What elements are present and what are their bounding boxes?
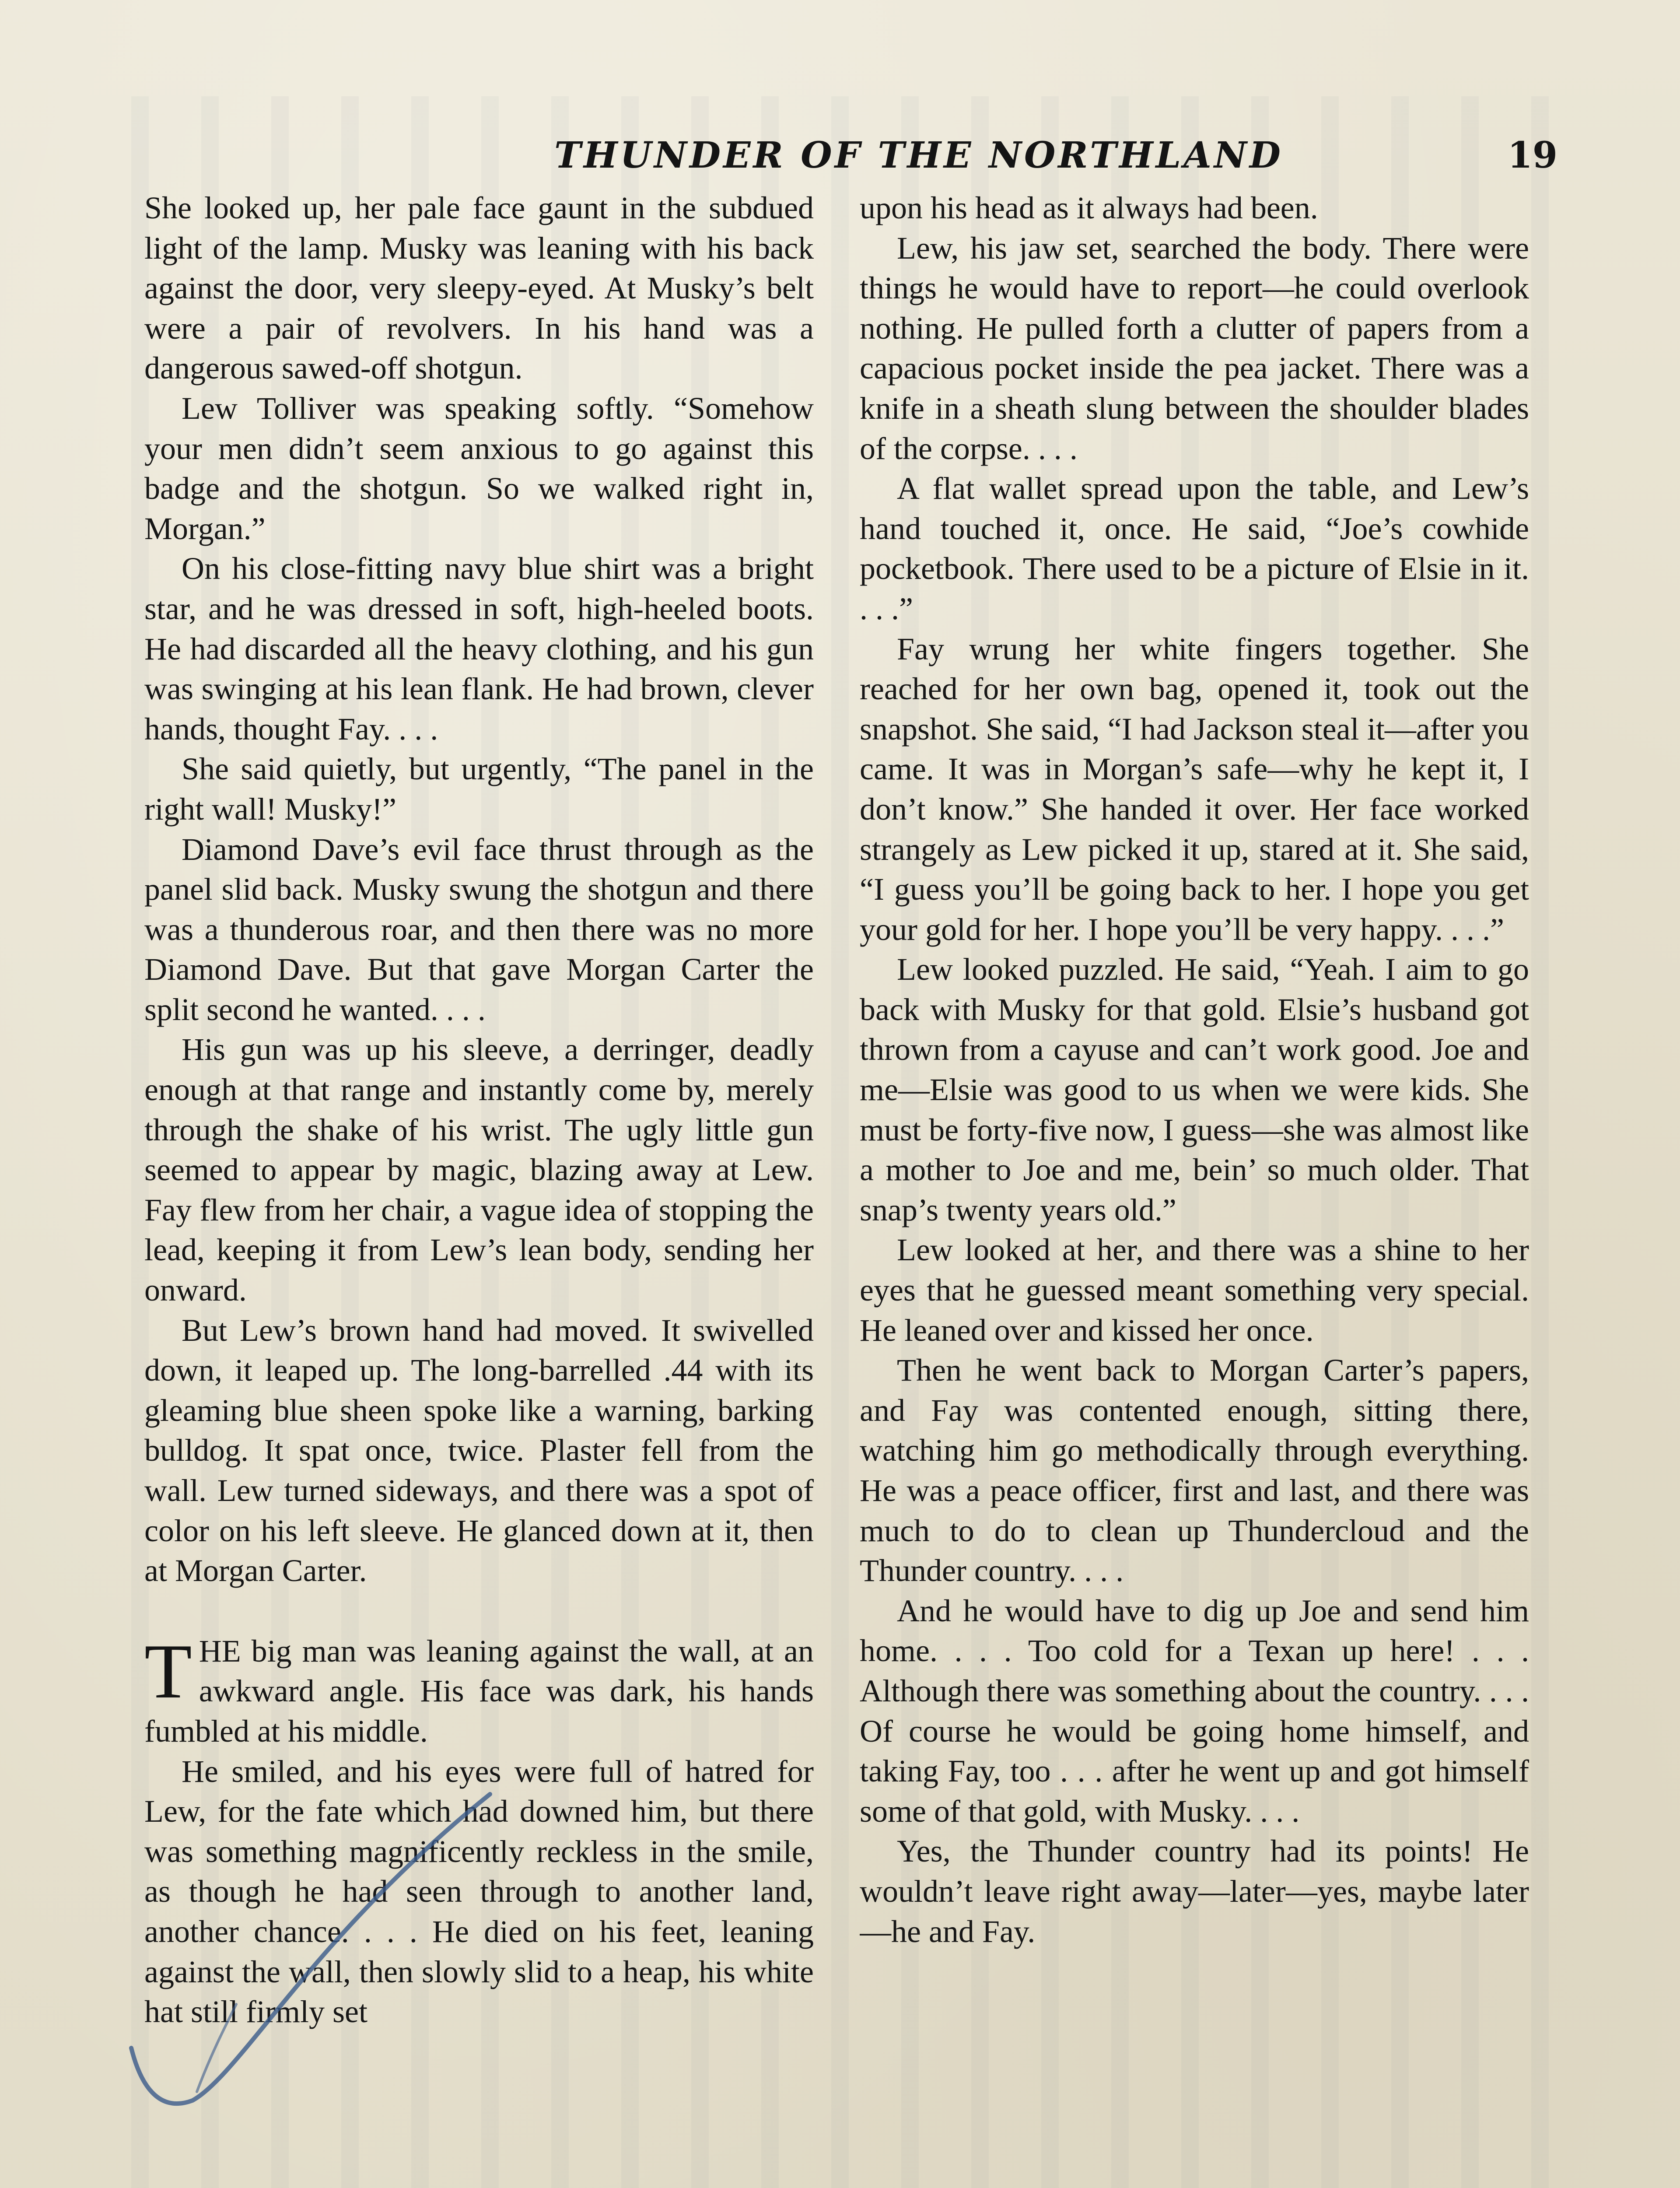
paragraph: She said quietly, but urgently, “The panel in the right wall! Musky!” <box>144 751 814 827</box>
paragraph: And he would have to dig up Joe and send him home. . . . Too cold for a Texan up here! . . . Although there was something about the country. . . . Of course he would be going home himself, and taking Fay, too . . . after he went up and got himself some of that gold, with Musky. . . . <box>860 1593 1529 1829</box>
paragraph: Yes, the Thunder country had its points! He wouldn’t leave right away—later—yes, maybe later—he and Fay. <box>860 1834 1529 1949</box>
section-opening-text: HE big man was leaning against the wall, at an awkward angle. His face was dark, his hands fumbled at his middle. <box>144 1633 814 1749</box>
paragraph: But Lew’s brown hand had moved. It swivelled down, it leaped up. The long-barrelled .44 with its gleaming blue sheen spoke like a warning, barking bulldog. It spat once, twice. Plaster fell from the wall. Lew turned sideways, and there was a spot of color on his left sleeve. He glanced down at it, then at Morgan Carter. <box>144 1312 814 1588</box>
page-number: 19 <box>1507 134 1558 176</box>
paragraph: Then he went back to Morgan Carter’s papers, and Fay was contented enough, sitting there, watching him go methodically through everything. He was a peace officer, first and last, and there was much to do to clean up Thundercloud and the Thunder country. . . . <box>860 1353 1529 1588</box>
paragraph: Fay wrung her white fingers together. She reached for her own bag, opened it, took out the snapshot. She said, “I had Jackson steal it—after you came. It was in Morgan’s safe—why he kept it, I don’t know.” She handed it over. Her face worked strangely as Lew picked it up, stared at it. She said, “I guess you’ll be going back to her. I hope you get your gold for her. I hope you’ll be very happy. . . .” <box>860 631 1529 947</box>
paragraph: Lew looked puzzled. He said, “Yeah. I aim to go back with Musky for that gold. Elsie’s husband got thrown from a cayuse and can’t work good. Joe and me—Elsie was good to us when we were kids. She must be forty-five now, I guess—she was almost like a mother to Joe and me, bein’ so much older. That snap’s twenty years old.” <box>860 952 1529 1227</box>
section-opening-paragraph <box>144 1627 814 1752</box>
right-column <box>860 188 1529 2188</box>
paragraph: On his close-fitting navy blue shirt was a bright star, and he was dressed in soft, high-heeled boots. He had discarded all the heavy clothing, and his gun was swinging at his lean flank. He had brown, clever hands, thought Fay. . . . <box>144 551 814 747</box>
paragraph-continued: upon his head as it always had been. <box>860 190 1318 225</box>
paragraph: A flat wallet spread upon the table, and Lew’s hand touched it, once. He said, “Joe’s cowhide pocketbook. There used to be a picture of Elsie in it. . . .” <box>860 471 1529 626</box>
running-title: THUNDER OF THE NORTHLAND <box>554 134 1283 176</box>
paragraph: Lew looked at her, and there was a shine to her eyes that he guessed meant something very special. He leaned over and kissed her once. <box>860 1232 1529 1348</box>
paragraph: His gun was up his sleeve, a derringer, deadly enough at that range and instantly come by, merely through the shake of his wrist. The ugly little gun seemed to appear by magic, blazing away at Lew. Fay flew from her chair, a vague idea of stopping the lead, keeping it from Lew’s lean body, sending her onward. <box>144 1032 814 1308</box>
paragraph: She looked up, her pale face gaunt in the subdued light of the lamp. Musky was leaning with his back against the door, very sleepy-eyed. At Musky’s belt were a pair of revolvers. In his hand was a dangerous sawed-off shotgun. <box>144 190 814 386</box>
paragraph: Lew, his jaw set, searched the body. There were things he would have to report—he could overlook nothing. He pulled forth a clutter of papers from a capacious pocket inside the pea jacket. There was a knife in a sheath slung between the shoulder blades of the corpse. . . . <box>860 230 1529 466</box>
paragraph: He smiled, and his eyes were full of hatred for Lew, for the fate which had downed him, but there was something magnificently reckless in the smile, as though he had seen through to another land, another chance. . . . He died on his feet, leaning against the wall, then slowly slid to a heap, his white hat still firmly set <box>144 1753 814 2030</box>
paragraph: Lew Tolliver was speaking softly. “Somehow your men didn’t seem anxious to go against this badge and the shotgun. So we walked right in, Morgan.” <box>144 390 814 546</box>
paragraph: Diamond Dave’s evil face thrust through as the panel slid back. Musky swung the shotgun and there was a thunderous roar, and then there was no more Diamond Dave. But that gave Morgan Carter the split second he wanted. . . . <box>144 831 814 1027</box>
left-column <box>144 188 814 2188</box>
drop-cap: T <box>144 1627 192 1715</box>
